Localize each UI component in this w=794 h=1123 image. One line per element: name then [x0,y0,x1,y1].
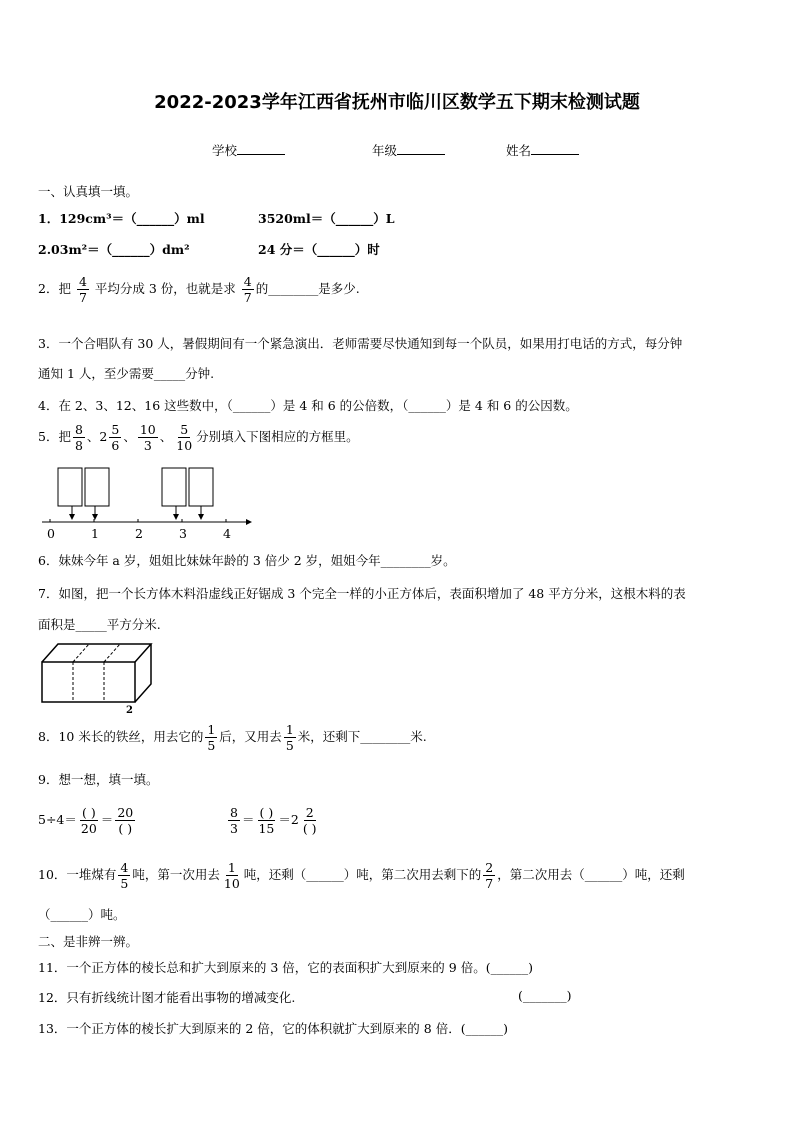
frac-denominator: 7 [78,290,87,305]
axis-label-4: 4 [223,526,231,541]
cuboid-top [42,644,151,662]
frac-denominator: 8 [74,438,83,453]
fraction-1-5 [205,722,217,753]
frac-numerator: 8 [74,422,83,437]
name-field[interactable] [506,141,579,159]
question-8[interactable] [38,722,427,753]
fraction-8-8 [73,422,85,453]
frac-numerator: 5 [180,422,189,437]
mixed-number-whole: ＝2 [278,812,299,827]
name-label: 姓名 [506,143,532,158]
equals-sign: ＝ [100,812,114,827]
answer-box-1[interactable] [58,468,82,506]
frac-numerator: 4 [78,274,87,289]
separator: 、 [86,429,100,444]
question-7-line-2[interactable]: 面积是_____平方分米. [38,617,161,632]
axis-label-3: 3 [179,526,187,541]
answer-box-2[interactable] [85,468,109,506]
frac-denominator: 5 [285,738,294,753]
cut-line [104,644,120,662]
frac-numerator: 20 [117,805,134,820]
school-field[interactable] [212,141,285,159]
q10-text-3: ，第二次用去（______）吨，还剩 [497,867,685,882]
q5-post: 分别填入下图相应的方框里。 [196,429,359,444]
frac-numerator: 1 [207,722,216,737]
fraction-8-3 [228,805,240,836]
frac-numerator: 4 [120,860,129,875]
separator: 、 [123,429,136,444]
q8-pre: 8．10 米长的铁丝，用去它的 [38,729,204,744]
fraction-1-10 [222,860,242,891]
question-2[interactable] [38,274,360,305]
question-6[interactable]: 6．妹妹今年 a 岁，姐姐比妹妹年龄的 3 倍少 2 岁，姐姐今年________岁。 [38,553,456,568]
q10-text-2: 吨，还剩（______）吨，第二次用去剩下的 [243,867,482,882]
fraction-4-5 [118,860,130,891]
name-blank[interactable] [531,142,579,155]
fraction-blank-20[interactable] [79,805,99,836]
question-7-line-1: 7．如图，把一个长方体木料沿虚线正好锯成 3 个完全一样的小正方体后，表面积增加了 48 平方分米，这根木料的表 [38,586,686,601]
question-9a[interactable] [38,805,137,836]
arrow-head [198,514,204,520]
frac-denominator: 5 [120,876,129,891]
frac-denominator: 5 [207,738,216,753]
question-9b[interactable] [226,805,321,836]
question-13[interactable]: 13．一个正方体的棱长扩大到原来的 2 倍，它的体积就扩大到原来的 8 倍．(______) [38,1021,508,1036]
axis-label-1: 1 [91,526,99,541]
question-3-line-1: 3．一个合唱队有 30 人，暑假期间有一个紧急演出．老师需要尽快通知到每一个队员，如果用打电话的方式，每分钟 [38,336,683,351]
q10-text-1: 吨，第一次用去 [132,867,220,882]
q2-pre: 2．把 [38,281,71,296]
fraction-10-3 [138,422,158,453]
section-2-heading: 二、是非辨一辨。 [38,934,139,949]
grade-field[interactable] [372,141,445,159]
frac-denominator: 7 [243,290,252,305]
frac-denominator: 7 [485,876,494,891]
question-1c[interactable]: 2.03m²＝（______）dm² [38,242,190,257]
cut-line [73,644,89,662]
arrow-head [173,514,179,520]
fraction-5-10 [174,422,194,453]
question-4[interactable]: 4．在 2、3、12、16 这些数中，（______）是 4 和 6 的公倍数，（______）是 4 和 6 的公因数。 [38,398,578,413]
q9a-left: 5÷4＝ [38,812,77,827]
q8-mid: 后，又用去 [219,729,282,744]
question-11[interactable]: 11．一个正方体的棱长总和扩大到原来的 3 倍，它的表面积扩大到原来的 9 倍。(______) [38,960,533,975]
axis-label-0: 0 [47,526,55,541]
frac-denominator: 20 [80,821,97,836]
frac-denominator[interactable]: ( ) [302,821,317,836]
fraction-5-6 [109,422,121,453]
number-line-figure [38,464,258,542]
dimension-label: 2 [126,705,133,716]
fraction-1-5-second [284,722,296,753]
separator: 、 [159,429,173,444]
frac-numerator: 8 [230,805,238,820]
fraction-4-7-second [242,274,254,305]
question-1a[interactable]: 1．129cm³＝（______）ml [38,211,205,226]
answer-box-4[interactable] [189,468,213,506]
fraction-blank-15[interactable] [256,805,276,836]
frac-numerator: 5 [111,422,120,437]
question-10-line-1[interactable] [38,860,685,891]
fraction-4-7 [77,274,89,305]
frac-numerator: 1 [227,860,236,875]
q10-pre: 10．一堆煤有 [38,867,117,882]
frac-numerator: 4 [243,274,252,289]
q5-pre: 5．把 [38,429,71,444]
question-1d[interactable]: 24 分＝（______）时 [258,242,380,257]
grade-blank[interactable] [397,142,445,155]
section-1-heading: 一、认真填一填。 [38,184,139,199]
cuboid-figure [38,640,158,716]
fraction-20-blank[interactable] [115,805,135,836]
question-3-line-2[interactable]: 通知 1 人，至少需要_____分钟. [38,366,215,381]
frac-numerator: 2 [305,805,314,820]
frac-numerator[interactable]: ( ) [259,805,274,820]
q8-post: 米，还剩下________米. [297,729,427,744]
school-blank[interactable] [237,142,285,155]
axis-label-2: 2 [135,526,143,541]
frac-denominator: 10 [223,876,240,891]
frac-denominator: 3 [230,821,238,836]
frac-numerator: 2 [485,860,494,875]
cuboid-front [42,662,135,702]
frac-denominator: 3 [143,438,152,453]
question-10-line-2[interactable]: （______）吨。 [38,907,126,922]
q2-post: 的________是多少. [255,281,360,296]
question-9-heading: 9．想一想，填一填。 [38,772,159,787]
frac-denominator: 10 [176,438,193,453]
frac-numerator[interactable]: ( ) [81,805,96,820]
page-title: 2022-2023学年江西省抚州市临川区数学五下期末检测试题 [154,92,640,113]
question-12: 12．只有折线统计图才能看出事物的增减变化. [38,990,296,1005]
grade-label: 年级 [372,143,398,158]
frac-denominator: 6 [111,438,120,453]
equals-sign: ＝ [241,812,255,827]
answer-box-3[interactable] [162,468,186,506]
q2-mid: 平均分成 3 份，也就是求 [94,281,236,296]
frac-numerator: 1 [285,722,294,737]
arrow-head [69,514,75,520]
frac-denominator[interactable]: ( ) [118,821,133,836]
frac-numerator: 10 [139,422,156,437]
question-12-answer-blank[interactable]: (_______) [518,988,572,1003]
axis-arrow-icon [246,519,252,525]
arrow-head [92,514,98,520]
fraction-2-7 [483,860,495,891]
whole-number: 2 [99,429,108,444]
question-1b[interactable]: 3520ml＝（______）L [258,211,395,226]
fraction-2-blank[interactable] [301,805,319,836]
question-5 [38,422,359,453]
frac-denominator: 15 [258,821,275,836]
school-label: 学校 [212,143,238,158]
